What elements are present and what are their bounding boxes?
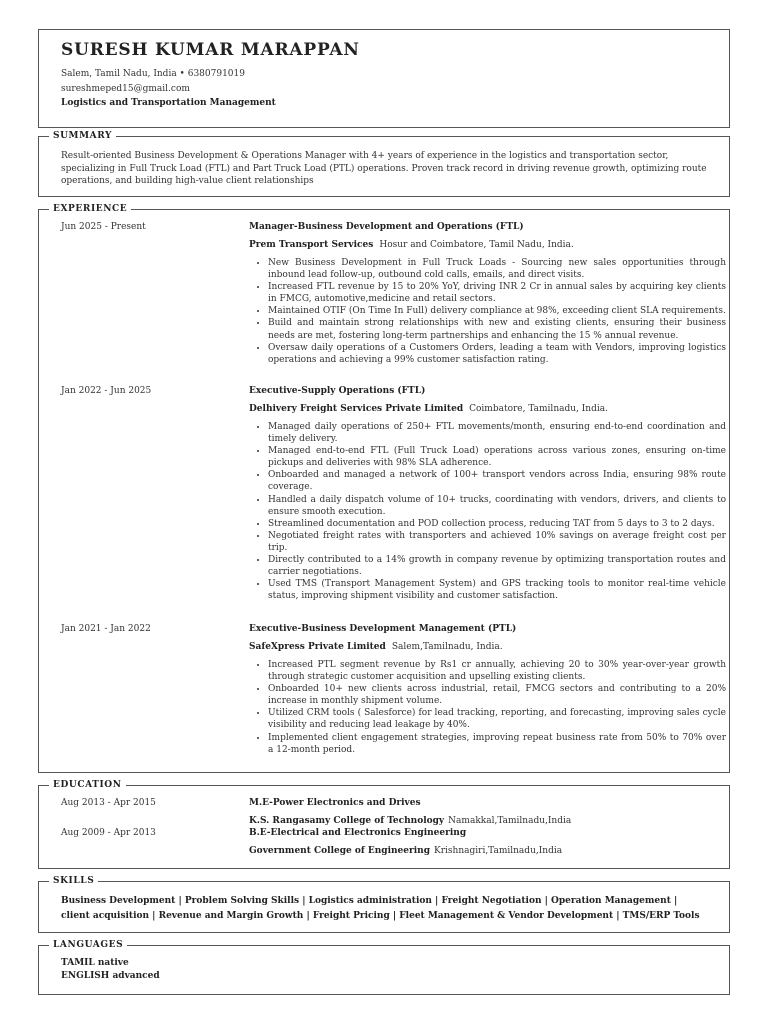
school-name: K.S. Rangasamy College of Technology bbox=[249, 816, 445, 826]
skills-line: client acquisition | Revenue and Margin Growth | Freight Pricing | Fleet Management & Vendor Development | TMS/ERP Tools bbox=[61, 911, 700, 921]
school-line bbox=[249, 816, 571, 826]
skills-list bbox=[61, 894, 707, 924]
company-location: Hosur and Coimbatore, Tamil Nadu, India. bbox=[379, 240, 574, 250]
education-section bbox=[38, 780, 730, 869]
bullet-item: • New Business Development in Full Truck Loads - Sourcing new sales opportunities through inbound lead follow-up, outbound cold calls, emails, and direct visits. bbox=[268, 257, 726, 281]
email-link[interactable]: sureshmeped15@gmail.com bbox=[61, 84, 190, 94]
experience-section bbox=[38, 204, 730, 773]
header-section bbox=[38, 29, 730, 128]
company-line bbox=[249, 404, 608, 414]
skills-heading: SKILLS bbox=[49, 874, 98, 888]
language-item: TAMIL native bbox=[61, 958, 129, 968]
job-dates: Jun 2025 - Present bbox=[61, 222, 146, 232]
education-dates: Aug 2009 - Apr 2013 bbox=[61, 828, 156, 838]
bullet-item: • Handled a daily dispatch volume of 10+ trucks, coordinating with vendors, drivers, and clients to ensure smooth execution. bbox=[268, 494, 726, 518]
job-title: Executive-Business Development Management (PTL) bbox=[249, 624, 517, 634]
company-name: Prem Transport Services bbox=[249, 240, 374, 250]
school-location: Namakkal,Tamilnadu,India bbox=[448, 816, 572, 826]
education-dates: Aug 2013 - Apr 2015 bbox=[61, 798, 156, 808]
company-name: Delhivery Freight Services Private Limited bbox=[249, 404, 464, 414]
job-bullets bbox=[249, 659, 726, 756]
experience-heading: EXPERIENCE bbox=[49, 202, 131, 216]
job-dates: Jan 2021 - Jan 2022 bbox=[61, 624, 151, 634]
bullet-item: • Streamlined documentation and POD collection process, reducing TAT from 5 days to 3 to 2 days. bbox=[268, 518, 726, 530]
company-name: SafeXpress Private Limited bbox=[249, 642, 386, 652]
bullet-item: • Oversaw daily operations of a Customers Orders, leading a team with Vendors, improving logistics operations and achieving a 99% customer satisfaction rating. bbox=[268, 342, 726, 366]
bullet-item: • Onboarded and managed a network of 100+ transport vendors across India, ensuring 98% route coverage. bbox=[268, 469, 726, 493]
languages-section bbox=[38, 940, 730, 995]
degree-title: B.E-Electrical and Electronics Engineering bbox=[249, 828, 467, 838]
school-name: Government College of Engineering bbox=[249, 846, 431, 856]
school-line bbox=[249, 846, 562, 856]
bullet-item: • Implemented client engagement strategies, improving repeat business rate from 50% to 70% over a 12-month period. bbox=[268, 732, 726, 756]
languages-heading: LANGUAGES bbox=[49, 938, 127, 952]
company-location: Salem,Tamilnadu, India. bbox=[391, 642, 503, 652]
job-dates: Jan 2022 - Jun 2025 bbox=[61, 386, 152, 396]
summary-heading: SUMMARY bbox=[49, 129, 116, 143]
bullet-item: • Maintained OTIF (On Time In Full) delivery compliance at 98%, exceeding client SLA requirements. bbox=[268, 305, 726, 317]
headline: Logistics and Transportation Management bbox=[61, 98, 276, 108]
bullet-item: • Build and maintain strong relationships with new and existing clients, ensuring their business needs are met, fostering long-term partnerships and enhancing the 15 % annual revenue. bbox=[268, 317, 726, 341]
company-location: Coimbatore, Tamilnadu, India. bbox=[469, 404, 608, 414]
job-title: Manager-Business Development and Operations (FTL) bbox=[249, 222, 524, 232]
bullet-item: • Utilized CRM tools ( Salesforce) for lead tracking, reporting, and forecasting, improving sales cycle visibility and reducing lead leakage by 40%. bbox=[268, 707, 726, 731]
location-phone: Salem, Tamil Nadu, India • 6380791019 bbox=[61, 69, 245, 79]
bullet-item: • Increased FTL revenue by 15 to 20% YoY, driving INR 2 Cr in annual sales by acquiring key clients in FMCG, automotive,medicine and retail sectors. bbox=[268, 281, 726, 305]
school-location: Krishnagiri,Tamilnadu,India bbox=[434, 846, 563, 856]
job-bullets bbox=[249, 421, 726, 602]
bullet-item: • Negotiated freight rates with transporters and achieved 10% savings on average freight cost per trip. bbox=[268, 530, 726, 554]
language-item: ENGLISH advanced bbox=[61, 971, 160, 981]
skills-line: Business Development | Problem Solving Skills | Logistics administration | Freight Negotiation | Operation Management | bbox=[61, 896, 678, 906]
bullet-item: • Onboarded 10+ new clients across industrial, retail, FMCG sectors and contributing to a 20% increase in monthly shipment volume. bbox=[268, 683, 726, 707]
job-title: Executive-Supply Operations (FTL) bbox=[249, 386, 426, 396]
company-line bbox=[249, 240, 574, 250]
candidate-name: SURESH KUMAR MARAPPAN bbox=[61, 40, 360, 60]
company-line bbox=[249, 642, 503, 652]
degree-title: M.E-Power Electronics and Drives bbox=[249, 798, 421, 808]
education-heading: EDUCATION bbox=[49, 778, 126, 792]
skills-section bbox=[38, 876, 730, 933]
bullet-item: • Directly contributed to a 14% growth in company revenue by optimizing transportation routes and carrier negotiations. bbox=[268, 554, 726, 578]
bullet-item: • Managed daily operations of 250+ FTL movements/month, ensuring end-to-end coordination and timely delivery. bbox=[268, 421, 726, 445]
bullet-item: • Used TMS (Transport Management System) and GPS tracking tools to monitor real-time vehicle status, improving shipment visibility and customer satisfaction. bbox=[268, 578, 726, 602]
bullet-item: • Increased PTL segment revenue by Rs1 cr annually, achieving 20 to 30% year-over-year growth through strategic customer acquisition and upselling existing clients. bbox=[268, 659, 726, 683]
summary-section bbox=[38, 131, 730, 197]
bullet-item: • Managed end-to-end FTL (Full Truck Load) operations across various zones, ensuring on-time pickups and deliveries with 98% SLA adherence. bbox=[268, 445, 726, 469]
summary-text: Result-oriented Business Development & Operations Manager with 4+ years of experience in the logistics and transportation sector, specializing in Full Truck Load (FTL) and Part Truck Load (PTL) operations. Proven track record in driving revenue growth, optimizing route operations, and building high-value client relationships bbox=[61, 151, 707, 186]
job-bullets bbox=[249, 257, 726, 366]
